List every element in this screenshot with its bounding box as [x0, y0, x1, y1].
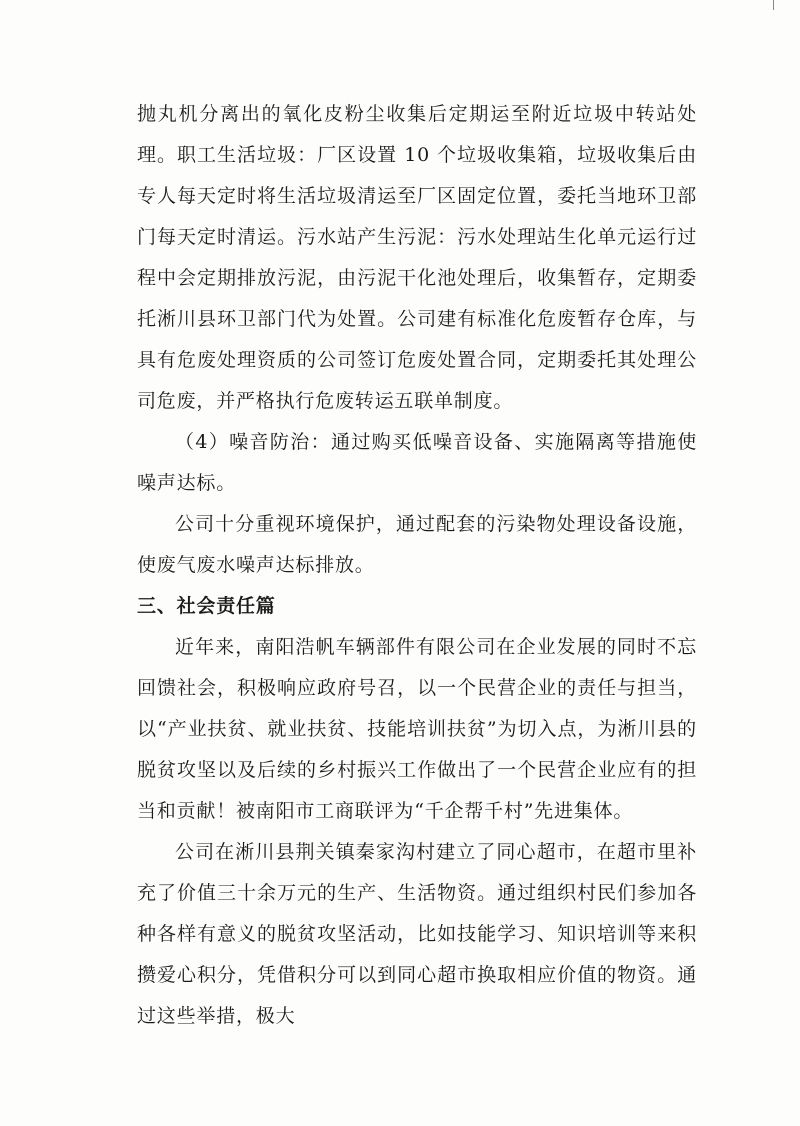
section-heading-social-responsibility: 三、社会责任篇 — [137, 595, 276, 617]
paragraph-social-contribution: 近年来，南阳浩帆车辆部件有限公司在企业发展的同时不忘回馈社会，积极响应政府号召，以一个民营企业的责任与担当，以“产业扶贫、就业扶贫、技能培训扶贫”为切入点，为淅川县的脱贫攻坚以及后续的乡村振兴工作做出了一个民营企业应有的担当和贡献！被南阳市工商联评为“千企帮千村”先进集体。 — [137, 636, 697, 822]
page-edge-mark — [773, 0, 774, 10]
paragraph-tongxin-supermarket: 公司在淅川县荆关镇秦家沟村建立了同心超市，在超市里补充了价值三十余万元的生产、生活物资。通过组织村民们参加各种各样有意义的脱贫攻坚活动，比如技能学习、知识培训等来积攒爱心积分，凭借积分可以到同心超市换取相应价值的物资。通过这些举措，极大 — [137, 841, 697, 1027]
paragraph-waste-disposal: 抛丸机分离出的氧化皮粉尘收集后定期运至附近垃圾中转站处理。职工生活垃圾：厂区设置 10 个垃圾收集箱，垃圾收集后由专人每天定时将生活垃圾清运至厂区固定位置，委托当地环卫部门每天定时清运。污水站产生污泥：污水处理站生化单元运行过程中会定期排放污泥，由污泥干化池处理后，收集暂存，定期委托淅川县环卫部门代为处置。公司建有标准化危废暂存仓库，与具有危废处理资质的公司签订危废处置合同，定期委托其处理公司危废，并严格执行危废转运五联单制度。 — [137, 103, 697, 412]
document-body — [137, 94, 697, 1037]
paragraph-noise-control: （4）噪音防治：通过购买低噪音设备、实施隔离等措施使噪声达标。 — [137, 431, 697, 494]
paragraph-environment-summary: 公司十分重视环境保护，通过配套的污染物处理设备设施，使废气废水噪声达标排放。 — [137, 513, 697, 576]
